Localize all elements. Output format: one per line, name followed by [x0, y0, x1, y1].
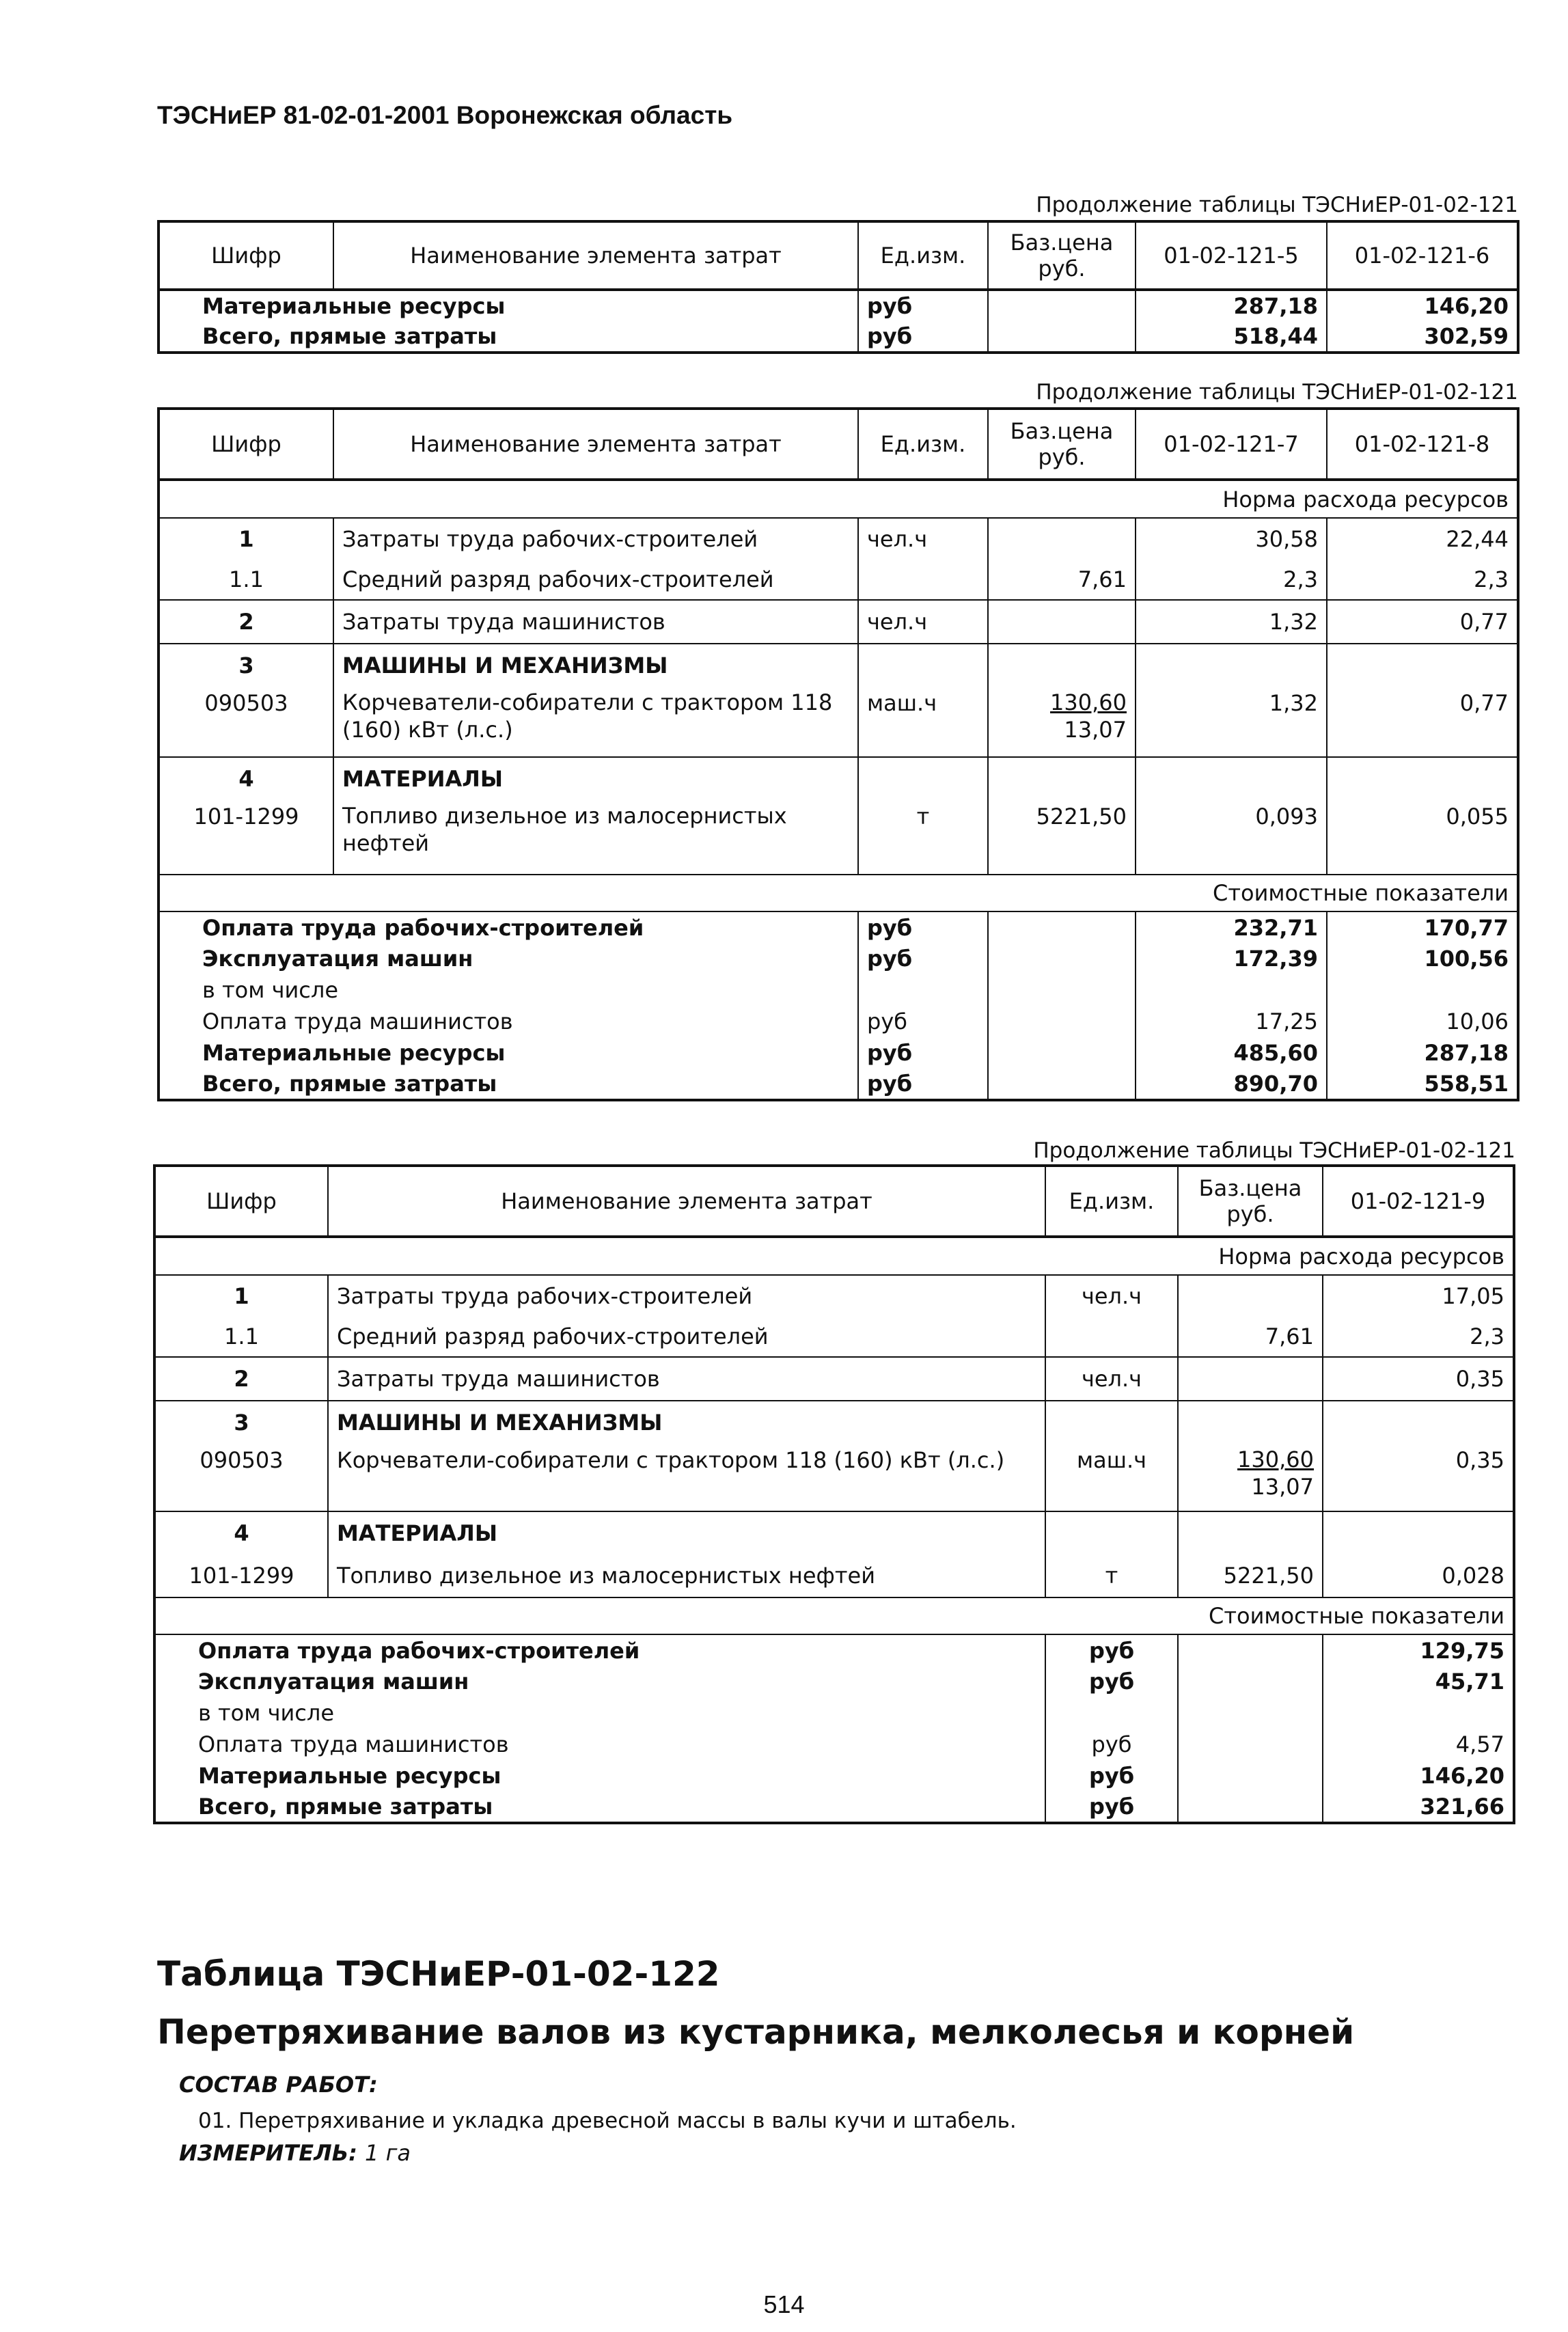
row-value: 146,20 — [1327, 290, 1518, 321]
row-code: 1.1 — [229, 566, 264, 592]
row-name: Затраты труда машинистов — [333, 600, 858, 644]
row-code: 101-1299 — [189, 1562, 294, 1589]
cost-value: 4,57 — [1323, 1729, 1514, 1760]
row-unit: т — [1045, 1554, 1178, 1597]
row-name: МАШИНЫ И МЕХАНИЗМЫ — [333, 644, 858, 686]
table-row — [159, 686, 1518, 757]
cost-value: 10,06 — [1327, 1006, 1518, 1037]
cost-label: Эксплуатация машин — [198, 1669, 469, 1695]
cost-unit: руб — [858, 911, 988, 943]
row-code: 090503 — [200, 1447, 284, 1473]
row-value: 302,59 — [1327, 321, 1518, 353]
row-value: 30,58 — [1136, 518, 1327, 559]
works-label: СОСТАВ РАБОТ: — [179, 2072, 378, 2098]
row-value: 17,05 — [1323, 1275, 1514, 1316]
cost-table-3 — [153, 1164, 1515, 1824]
cost-unit: руб — [1045, 1792, 1178, 1823]
cost-label: Эксплуатация машин — [202, 946, 473, 972]
cost-row — [154, 1666, 1514, 1697]
table-row — [154, 1316, 1514, 1357]
row-name: Корчеватели-собиратели с трактором 118 (160) кВт (л.с.) — [333, 686, 858, 757]
cost-label: Оплата труда машинистов — [198, 1731, 509, 1757]
cost-value — [1327, 974, 1518, 1006]
row-value: 0,35 — [1323, 1443, 1514, 1511]
table-row — [154, 1511, 1514, 1554]
row-name: Затраты труда рабочих-строителей — [333, 518, 858, 559]
row-unit: чел.ч — [1045, 1357, 1178, 1401]
table-row — [154, 1554, 1514, 1597]
cost-unit: руб — [858, 1037, 988, 1069]
row-code: 090503 — [204, 690, 288, 716]
table-header-row — [159, 409, 1518, 480]
row-code: 3 — [154, 1401, 328, 1443]
row-code: 2 — [154, 1357, 328, 1401]
cost-unit: руб — [858, 1006, 988, 1037]
section-header — [154, 1237, 1514, 1275]
row-unit: т — [858, 799, 988, 875]
row-code: 1 — [234, 1282, 249, 1309]
section-cost-label: Стоимостные показатели — [159, 875, 1518, 911]
cost-row — [154, 1697, 1514, 1729]
cost-value — [1323, 1697, 1514, 1729]
row-unit: руб — [858, 321, 988, 353]
row-price: 5221,50 — [988, 799, 1136, 875]
table-row — [159, 600, 1518, 644]
row-code: 1.1 — [224, 1323, 259, 1349]
cost-label: Оплата труда машинистов — [202, 1009, 513, 1034]
row-code: 4 — [159, 757, 333, 799]
cost-unit: руб — [1045, 1666, 1178, 1697]
cost-row — [154, 1792, 1514, 1823]
row-value: 1,32 — [1136, 686, 1327, 757]
cost-row — [154, 1634, 1514, 1666]
row-value: 0,77 — [1327, 686, 1518, 757]
row-unit: маш.ч — [858, 686, 988, 757]
row-code: 4 — [154, 1511, 328, 1554]
row-name: Средний разряд рабочих-строителей — [333, 559, 858, 600]
table-row — [154, 1275, 1514, 1316]
col-unit-header: Ед.изм. — [858, 221, 988, 290]
page-header: ТЭСНиЕР 81-02-01-2001 Воронежская область — [157, 101, 733, 129]
cost-row — [159, 1069, 1518, 1100]
section-header — [159, 875, 1518, 911]
row-unit: маш.ч — [1045, 1443, 1178, 1511]
section-norm-label: Норма расхода ресурсов — [154, 1237, 1514, 1275]
row-value: 0,77 — [1327, 600, 1518, 644]
table-row — [159, 321, 1518, 353]
row-value: 2,3 — [1136, 559, 1327, 600]
cost-label: в том числе — [198, 1700, 334, 1726]
row-unit — [858, 559, 988, 600]
cost-value: 170,77 — [1327, 911, 1518, 943]
row-value: 2,3 — [1327, 559, 1518, 600]
cost-row — [159, 1006, 1518, 1037]
row-value: 1,32 — [1136, 600, 1327, 644]
row-name: МАТЕРИАЛЫ — [328, 1511, 1045, 1554]
row-price: 130,60 13,07 — [1178, 1443, 1323, 1511]
section-norm-label: Норма расхода ресурсов — [159, 480, 1518, 518]
row-price — [988, 518, 1136, 559]
row-name: Топливо дизельное из малосернистых нефтей — [333, 799, 858, 875]
cost-row — [159, 911, 1518, 943]
row-price: 5221,50 — [1178, 1554, 1323, 1597]
cost-unit: руб — [1045, 1760, 1178, 1792]
row-unit: чел.ч — [858, 518, 988, 559]
row-unit — [1045, 1316, 1178, 1357]
cost-label: Всего, прямые затраты — [202, 1071, 497, 1097]
cost-value: 558,51 — [1327, 1069, 1518, 1100]
col-price-header: Баз.цена руб. — [988, 221, 1136, 290]
cost-value: 17,25 — [1136, 1006, 1327, 1037]
cost-unit: руб — [858, 1069, 988, 1100]
row-name: Средний разряд рабочих-строителей — [328, 1316, 1045, 1357]
row-name: МАТЕРИАЛЫ — [333, 757, 858, 799]
table-row — [159, 757, 1518, 799]
cost-value — [1136, 974, 1327, 1006]
row-price: 7,61 — [988, 559, 1136, 600]
table-row — [159, 799, 1518, 875]
cost-row — [159, 974, 1518, 1006]
table-row — [159, 644, 1518, 686]
cost-value: 45,71 — [1323, 1666, 1514, 1697]
table-header-row — [159, 221, 1518, 290]
row-unit: чел.ч — [858, 600, 988, 644]
table-continuation-label: Продолжение таблицы ТЭСНиЕР-01-02-121 — [1036, 193, 1518, 217]
row-code: 2 — [159, 600, 333, 644]
row-code: 1 — [238, 525, 254, 552]
works-item: 01. Перетряхивание и укладка древесной массы в валы кучи и штабель. — [198, 2109, 1017, 2133]
row-price — [1178, 1357, 1323, 1401]
row-value: 0,093 — [1136, 799, 1327, 875]
col-price-header: Баз.цена руб. — [1178, 1166, 1323, 1237]
table-row — [154, 1401, 1514, 1443]
cost-label: Материальные ресурсы — [198, 1763, 501, 1789]
cost-unit: руб — [1045, 1729, 1178, 1760]
cost-value: 100,56 — [1327, 943, 1518, 974]
measure-value: 1 га — [365, 2140, 411, 2166]
cost-unit: руб — [858, 943, 988, 974]
col-price-header: Баз.цена руб. — [988, 409, 1136, 480]
col-name-header: Наименование элемента затрат — [333, 409, 858, 480]
section-cost-label: Стоимостные показатели — [154, 1597, 1514, 1634]
row-name: Затраты труда рабочих-строителей — [328, 1275, 1045, 1316]
cost-value: 890,70 — [1136, 1069, 1327, 1100]
table-row — [154, 1443, 1514, 1511]
row-value: 2,3 — [1323, 1316, 1514, 1357]
row-name: Корчеватели-собиратели с трактором 118 (160) кВт (л.с.) — [328, 1443, 1045, 1511]
row-name: МАШИНЫ И МЕХАНИЗМЫ — [328, 1401, 1045, 1443]
section-table-subtitle: Перетряхивание валов из кустарника, мелколесья и корней — [157, 2012, 1355, 2052]
row-code: 101-1299 — [193, 804, 299, 829]
col-code-header: Шифр — [154, 1166, 328, 1237]
row-price: 130,60 13,07 — [988, 686, 1136, 757]
cost-label: Оплата труда рабочих-строителей — [198, 1637, 640, 1664]
table-continuation-label: Продолжение таблицы ТЭСНиЕР-01-02-121 — [1036, 380, 1518, 404]
cost-value: 146,20 — [1323, 1760, 1514, 1792]
table-header-row — [154, 1166, 1514, 1237]
row-unit: чел.ч — [1045, 1275, 1178, 1316]
measure-label: ИЗМЕРИТЕЛЬ: — [179, 2140, 357, 2166]
cost-label: Всего, прямые затраты — [198, 1794, 493, 1820]
cost-value: 321,66 — [1323, 1792, 1514, 1823]
col-code-7-header: 01-02-121-7 — [1136, 409, 1327, 480]
col-name-header: Наименование элемента затрат — [333, 221, 858, 290]
table-row — [154, 1357, 1514, 1401]
section-header — [154, 1597, 1514, 1634]
cost-value: 287,18 — [1327, 1037, 1518, 1069]
cost-label: в том числе — [202, 977, 338, 1003]
row-value: 0,35 — [1323, 1357, 1514, 1401]
col-code-header: Шифр — [159, 409, 333, 480]
cost-unit: руб — [1045, 1634, 1178, 1666]
row-price — [988, 600, 1136, 644]
col-code-9-header: 01-02-121-9 — [1323, 1166, 1514, 1237]
col-code-8-header: 01-02-121-8 — [1327, 409, 1518, 480]
cost-value: 172,39 — [1136, 943, 1327, 974]
table-continuation-label: Продолжение таблицы ТЭСНиЕР-01-02-121 — [1033, 1138, 1515, 1163]
row-label: Всего, прямые затраты — [202, 323, 497, 349]
cost-row — [154, 1760, 1514, 1792]
col-name-header: Наименование элемента затрат — [328, 1166, 1045, 1237]
page-number: 514 — [763, 2290, 805, 2318]
row-price — [1178, 1275, 1323, 1316]
table-row — [159, 518, 1518, 559]
col-code-6-header: 01-02-121-6 — [1327, 221, 1518, 290]
row-name: Топливо дизельное из малосернистых нефтей — [328, 1554, 1045, 1597]
cost-unit — [1045, 1697, 1178, 1729]
cost-table-2 — [157, 407, 1519, 1101]
cost-value: 232,71 — [1136, 911, 1327, 943]
row-label: Материальные ресурсы — [202, 293, 506, 319]
row-name: Затраты труда машинистов — [328, 1357, 1045, 1401]
row-unit: руб — [858, 290, 988, 321]
col-unit-header: Ед.изм. — [858, 409, 988, 480]
col-code-header: Шифр — [159, 221, 333, 290]
cost-row — [159, 943, 1518, 974]
cost-table-1 — [157, 220, 1519, 354]
cost-label: Материальные ресурсы — [202, 1040, 506, 1066]
cost-unit — [858, 974, 988, 1006]
cost-label: Оплата труда рабочих-строителей — [202, 914, 644, 941]
row-value: 518,44 — [1136, 321, 1327, 353]
cost-value: 485,60 — [1136, 1037, 1327, 1069]
section-table-title: Таблица ТЭСНиЕР-01-02-122 — [157, 1954, 720, 1994]
row-value: 22,44 — [1327, 518, 1518, 559]
cost-value: 129,75 — [1323, 1634, 1514, 1666]
table-row — [159, 290, 1518, 321]
row-code: 3 — [159, 644, 333, 686]
cost-row — [159, 1037, 1518, 1069]
col-code-5-header: 01-02-121-5 — [1136, 221, 1327, 290]
section-header — [159, 480, 1518, 518]
row-value: 0,028 — [1323, 1554, 1514, 1597]
table-row — [159, 559, 1518, 600]
row-value: 287,18 — [1136, 290, 1327, 321]
col-unit-header: Ед.изм. — [1045, 1166, 1178, 1237]
row-value: 0,055 — [1327, 799, 1518, 875]
cost-row — [154, 1729, 1514, 1760]
measure-line — [179, 2140, 411, 2166]
row-price: 7,61 — [1178, 1316, 1323, 1357]
